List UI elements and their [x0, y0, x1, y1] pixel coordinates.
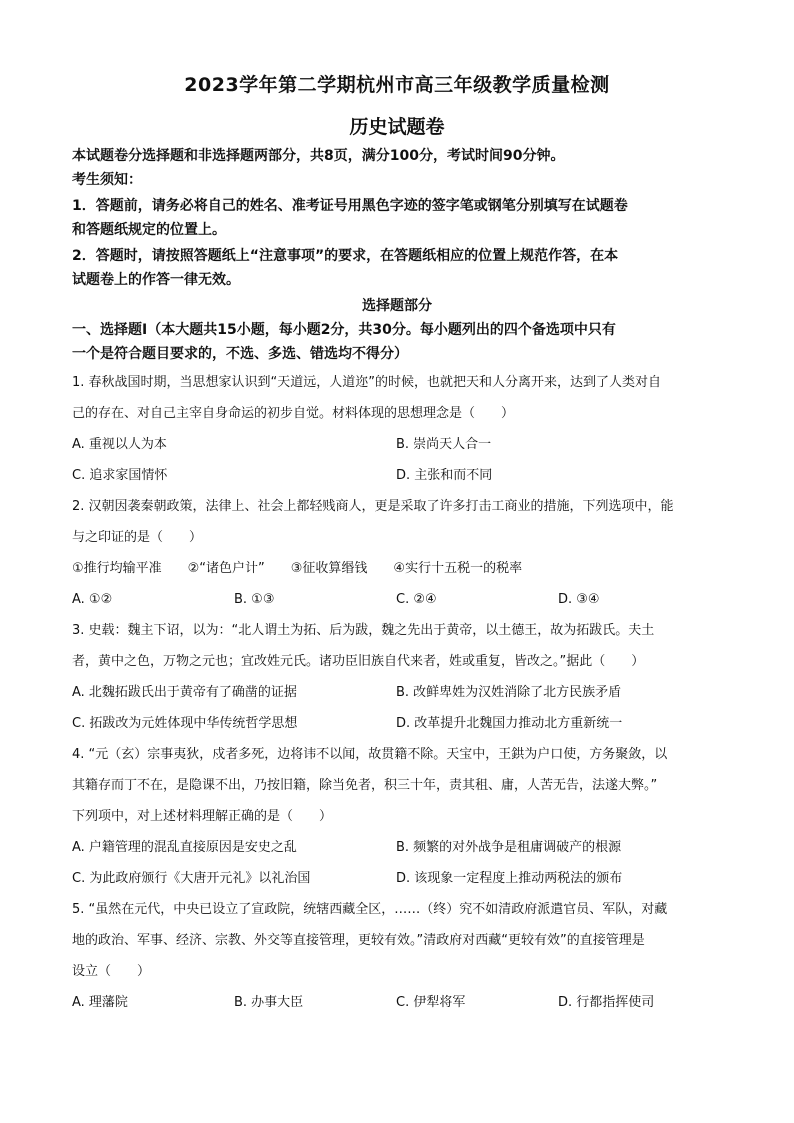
question-text: 者，黄中之色，万物之元也；宜改姓元氏。诸功臣旧族自代来者，姓或重复，皆改之。”据此（ ）	[72, 654, 645, 669]
rule-2: 2．答题时，请按照答题纸上“注意事项”的要求，在答题纸相应的位置上规范作答，在本	[72, 248, 619, 264]
option-row	[72, 429, 722, 460]
option-a: A. 户籍管理的混乱直接原因是安史之乱	[72, 840, 297, 855]
question-text: 4. “元（玄）宗事夷狄，戍者多死，边将讳不以闻，故贯籍不除。天宝中，王鉷为户口使，方务聚敛，以	[72, 747, 668, 762]
section-heading-line: 一、选择题Ⅰ（本大题共15小题，每小题2分，共30分。每小题列出的四个备选项中只有	[72, 322, 616, 338]
option-a: A. 理藩院	[72, 995, 128, 1010]
question-text: 3. 史载：魏主下诏，以为：“北人谓土为拓、后为跋，魏之先出于黄帝，以土德王，故为拓跋氏。夫土	[72, 623, 655, 638]
question-text: 5. “虽然在元代，中央已设立了宣政院，统辖西藏全区，……（终）究不如清政府派遣官员、军队，对藏	[72, 902, 668, 917]
question-text: 其籍存而丁不在，是隐课不出，乃按旧籍，除当免者，积三十年，责其租、庸，人苦无告，法遂大弊。”	[72, 778, 658, 793]
question-text: 设立（ ）	[72, 964, 151, 979]
option-c: C. 为此政府颁行《大唐开元礼》以礼治国	[72, 871, 311, 886]
option-b: B. 改鲜卑姓为汉姓消除了北方民族矛盾	[396, 685, 622, 700]
question-text: 1. 春秋战国时期，当思想家认识到“天道远，人道迩”的时候，也就把天和人分离开来，达到了人类对自	[72, 375, 662, 390]
option-a: A. 北魏拓跋氏出于黄帝有了确凿的证据	[72, 685, 297, 700]
question-3	[72, 615, 722, 739]
exam-subtitle: 历史试题卷	[349, 116, 445, 138]
option-c: C. ②④	[396, 592, 437, 607]
option-row	[72, 584, 722, 615]
question-text: 与之印证的是（ ）	[72, 530, 203, 545]
section-heading	[72, 318, 722, 366]
option-d: D. 该现象一定程度上推动两税法的颁布	[396, 871, 623, 886]
intro-line: 本试题卷分选择题和非选择题两部分，共8页，满分100分，考试时间90分钟。	[72, 148, 565, 164]
section-heading-line: 一个是符合题目要求的，不选、多选、错选均不得分）	[72, 346, 408, 362]
question-items: ①推行均输平准 ②“诸色户计” ③征收算缗钱 ④实行十五税一的税率	[72, 561, 523, 576]
question-text: 2. 汉朝因袭秦朝政策，法律上、社会上都轻贱商人，更是采取了许多打击工商业的措施，下列选项中，能	[72, 499, 674, 514]
option-row	[72, 677, 722, 708]
option-row	[72, 832, 722, 863]
question-5	[72, 894, 722, 1018]
option-b: B. 崇尚天人合一	[396, 437, 492, 452]
option-b: B. ①③	[234, 592, 275, 607]
option-d: D. 主张和而不同	[396, 468, 493, 483]
option-a: A. 重视以人为本	[72, 437, 167, 452]
question-text: 下列项中，对上述材料理解正确的是（ ）	[72, 809, 333, 824]
option-d: D. 行都指挥使司	[558, 995, 655, 1010]
option-row	[72, 708, 722, 739]
option-c: C. 拓跋改为元姓体现中华传统哲学思想	[72, 716, 298, 731]
question-2	[72, 491, 722, 615]
question-4	[72, 739, 722, 894]
rule-2-cont: 试题卷上的作答一律无效。	[72, 272, 240, 288]
option-row	[72, 987, 722, 1018]
option-row	[72, 863, 722, 894]
option-c: C. 伊犁将军	[396, 995, 466, 1010]
option-b: B. 频繁的对外战争是租庸调破产的根源	[396, 840, 622, 855]
option-d: D. ③④	[558, 592, 600, 607]
option-a: A. ①②	[72, 592, 113, 607]
rule-1-cont: 和答题纸规定的位置上。	[72, 222, 226, 238]
notice-title: 考生须知：	[72, 172, 142, 188]
rule-1: 1．答题前，请务必将自己的姓名、准考证号用黑色字迹的签字笔或钢笔分别填写在试题卷	[72, 198, 628, 214]
option-d: D. 改革提升北魏国力推动北方重新统一	[396, 716, 623, 731]
exam-title: 2023学年第二学期杭州市高三年级教学质量检测	[184, 74, 610, 96]
question-1	[72, 367, 722, 491]
intro-block	[72, 144, 722, 292]
option-b: B. 办事大臣	[234, 995, 304, 1010]
question-text: 地的政治、军事、经济、宗教、外交等直接管理，更较有效。”清政府对西藏“更较有效”的直接管理是	[72, 933, 645, 948]
question-text: 己的存在、对自己主宰自身命运的初步自觉。材料体现的思想理念是（ ）	[72, 406, 515, 421]
option-c: C. 追求家国情怀	[72, 468, 168, 483]
option-row	[72, 460, 722, 491]
section-title: 选择题部分	[362, 298, 432, 314]
